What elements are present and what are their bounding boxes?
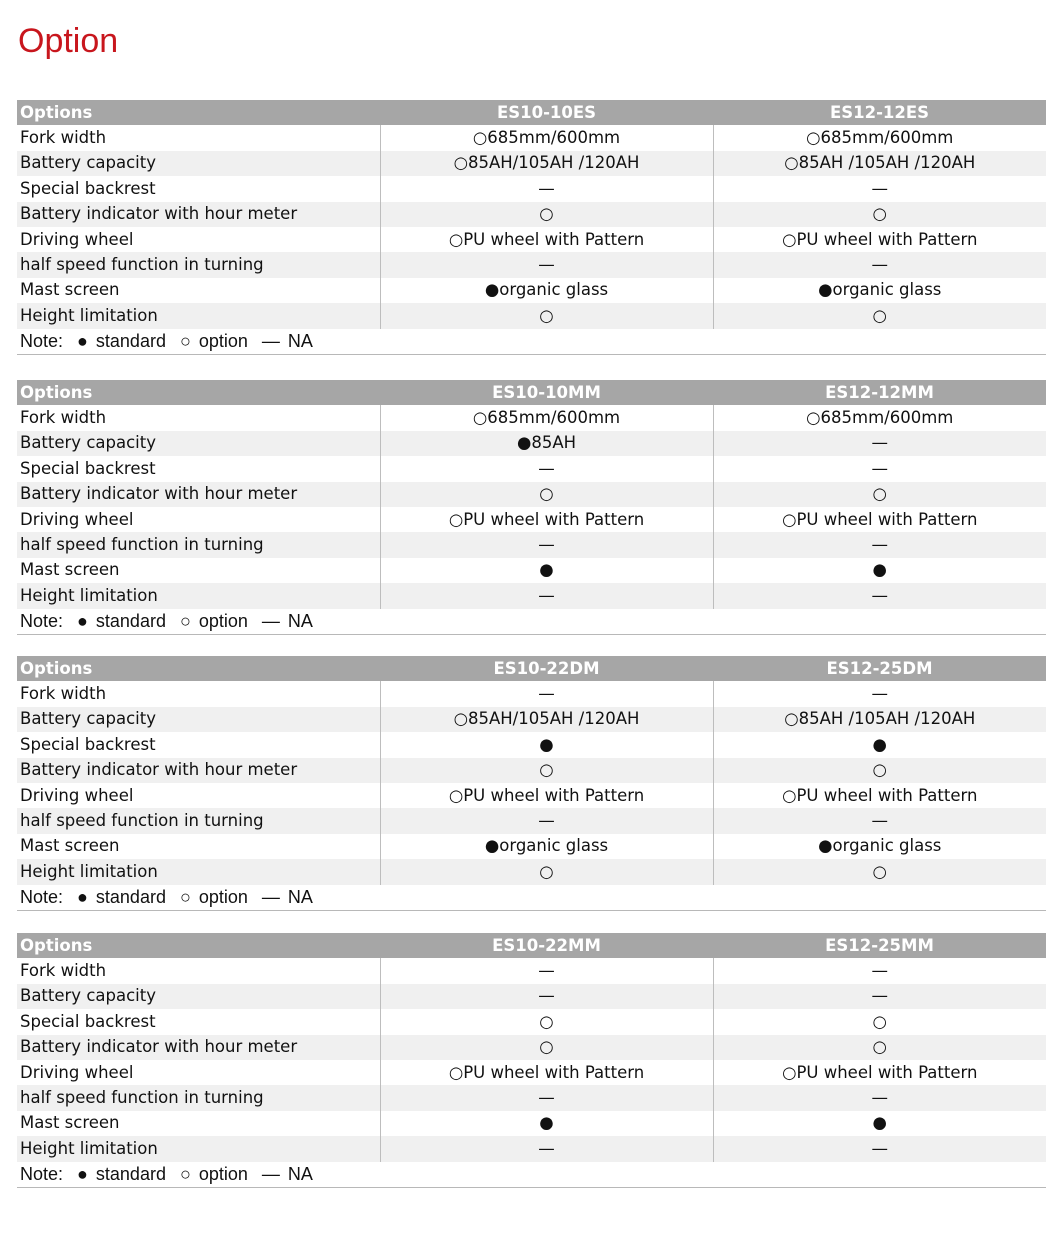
option-value: —: [380, 176, 713, 201]
option-value: —: [713, 1085, 1046, 1110]
option-label: Fork width: [20, 128, 107, 148]
legend-na-label: NA: [287, 1164, 313, 1185]
option-value: —: [380, 958, 713, 983]
note-prefix: Note:: [20, 611, 64, 632]
option-value: ○85AH /105AH /120AH: [713, 707, 1046, 732]
table-row: [17, 1060, 1046, 1085]
model-column-header: ES12-25DM: [713, 656, 1046, 681]
page-title: Option: [18, 22, 119, 60]
option-value: ○: [380, 859, 713, 884]
option-label: Height limitation: [17, 1136, 380, 1161]
option-table: [17, 933, 1046, 1188]
option-label: Battery indicator with hour meter: [17, 1035, 380, 1060]
table-header-row: [17, 100, 1046, 125]
legend-na-label: NA: [287, 887, 313, 908]
option-value: —: [380, 808, 713, 833]
legend-na-symbol: —: [261, 331, 280, 352]
option-label: Height limitation: [17, 303, 380, 328]
option-value: ○685mm/600mm: [380, 405, 713, 430]
option-label: Driving wheel: [20, 785, 134, 805]
option-label: Height limitation: [17, 859, 380, 884]
option-value: ○: [380, 758, 713, 783]
legend-na-label: NA: [287, 611, 313, 632]
table-row: [17, 984, 1046, 1009]
option-label: Driving wheel: [20, 229, 134, 249]
option-label: Battery indicator with hour meter: [17, 482, 380, 507]
option-value: ○PU wheel with Pattern: [380, 1060, 713, 1085]
legend-standard-label: standard: [95, 611, 166, 632]
option-value: —: [380, 1085, 713, 1110]
table-row: [17, 1136, 1046, 1161]
option-value: ○: [380, 1035, 713, 1060]
legend-na-symbol: —: [261, 887, 280, 908]
option-value: ○685mm/600mm: [713, 125, 1046, 150]
options-column-header: Options: [17, 656, 380, 681]
option-value: ○PU wheel with Pattern: [713, 227, 1046, 252]
option-value: ○: [713, 303, 1046, 328]
option-label: Battery capacity: [17, 984, 380, 1009]
legend-option-symbol: ○: [179, 611, 191, 632]
option-label: Battery capacity: [17, 431, 380, 456]
table-row: [17, 808, 1046, 833]
option-value: ○85AH/105AH /120AH: [380, 151, 713, 176]
legend-standard-symbol: ●: [77, 1164, 88, 1185]
option-value: ●: [713, 732, 1046, 757]
option-value: ○: [713, 1009, 1046, 1034]
note-prefix: Note:: [20, 1164, 64, 1185]
legend-standard-label: standard: [95, 331, 166, 352]
legend-note: [17, 1162, 1046, 1188]
option-value: ○PU wheel with Pattern: [713, 1060, 1046, 1085]
option-value: ○: [713, 758, 1046, 783]
option-value: —: [380, 532, 713, 557]
option-label: Battery indicator with hour meter: [17, 758, 380, 783]
legend-option-symbol: ○: [179, 1164, 191, 1185]
option-value: ●organic glass: [380, 834, 713, 859]
option-value: ○: [713, 482, 1046, 507]
table-row: [17, 758, 1046, 783]
option-value: —: [380, 252, 713, 277]
option-value: ○85AH /105AH /120AH: [713, 151, 1046, 176]
option-value: ●85AH: [380, 431, 713, 456]
option-value: ●organic glass: [713, 278, 1046, 303]
table-row: [17, 151, 1046, 176]
option-value: ●: [380, 558, 713, 583]
option-value: —: [713, 958, 1046, 983]
table-row: [17, 405, 1046, 430]
model-column-header: ES12-25MM: [713, 933, 1046, 958]
table-row: [17, 507, 1046, 532]
table-header-row: [17, 656, 1046, 681]
model-column-header: ES10-10MM: [380, 380, 713, 405]
option-value: ○: [380, 482, 713, 507]
note-prefix: Note:: [20, 331, 64, 352]
option-value: ○685mm/600mm: [713, 405, 1046, 430]
option-label: Driving wheel: [20, 509, 134, 529]
table-row: [17, 202, 1046, 227]
option-label: half speed function in turning: [17, 808, 380, 833]
option-value: ○PU wheel with Pattern: [713, 783, 1046, 808]
option-label: Fork width: [20, 408, 107, 428]
option-value: —: [713, 532, 1046, 557]
model-column-header: ES10-10ES: [380, 100, 713, 125]
option-label: Battery capacity: [17, 707, 380, 732]
option-value: —: [380, 583, 713, 608]
option-label: half speed function in turning: [17, 252, 380, 277]
legend-note: [17, 329, 1046, 355]
table-row: [17, 1111, 1046, 1136]
table-row: [17, 252, 1046, 277]
option-value: ○: [713, 202, 1046, 227]
table-row: [17, 456, 1046, 481]
table-row: [17, 1085, 1046, 1110]
option-value: ●organic glass: [713, 834, 1046, 859]
model-column-header: ES10-22MM: [380, 933, 713, 958]
table-row: [17, 1035, 1046, 1060]
table-row: [17, 532, 1046, 557]
option-value: ●organic glass: [380, 278, 713, 303]
note-prefix: Note:: [20, 887, 64, 908]
option-value: —: [713, 456, 1046, 481]
table-row: [17, 1009, 1046, 1034]
table-row: [17, 707, 1046, 732]
table-header-row: [17, 380, 1046, 405]
table-row: [17, 958, 1046, 983]
legend-standard-symbol: ●: [77, 611, 88, 632]
legend-na-symbol: —: [261, 1164, 280, 1185]
option-value: —: [713, 176, 1046, 201]
option-value: ○: [713, 1035, 1046, 1060]
option-label: Mast screen: [20, 280, 120, 300]
option-value: —: [713, 808, 1046, 833]
option-value: —: [713, 431, 1046, 456]
option-table: [17, 656, 1046, 911]
table-row: [17, 278, 1046, 303]
option-label: Battery capacity: [17, 151, 380, 176]
legend-option-label: option: [198, 887, 248, 908]
option-label: Height limitation: [17, 583, 380, 608]
option-value: —: [713, 681, 1046, 706]
option-value: ○PU wheel with Pattern: [380, 227, 713, 252]
table-row: [17, 431, 1046, 456]
option-label: Special backrest: [20, 458, 156, 478]
option-label: Mast screen: [20, 1113, 120, 1133]
option-value: ○685mm/600mm: [380, 125, 713, 150]
option-label: Mast screen: [20, 560, 120, 580]
table-row: [17, 125, 1046, 150]
option-label: Driving wheel: [20, 1062, 134, 1082]
model-column-header: ES12-12ES: [713, 100, 1046, 125]
legend-standard-symbol: ●: [77, 331, 88, 352]
legend-option-symbol: ○: [179, 887, 191, 908]
option-value: ●: [713, 558, 1046, 583]
legend-standard-symbol: ●: [77, 887, 88, 908]
table-row: [17, 583, 1046, 608]
option-label: Mast screen: [20, 836, 120, 856]
option-value: ●: [380, 732, 713, 757]
model-column-header: ES12-12MM: [713, 380, 1046, 405]
table-row: [17, 227, 1046, 252]
options-column-header: Options: [17, 380, 380, 405]
option-label: Special backrest: [20, 1011, 156, 1031]
option-value: —: [380, 681, 713, 706]
option-label: Special backrest: [20, 178, 156, 198]
option-value: ●: [380, 1111, 713, 1136]
table-row: [17, 482, 1046, 507]
option-value: —: [380, 1136, 713, 1161]
table-row: [17, 834, 1046, 859]
legend-option-label: option: [198, 1164, 248, 1185]
options-column-header: Options: [17, 933, 380, 958]
option-value: ○: [713, 859, 1046, 884]
option-label: Fork width: [20, 684, 107, 704]
option-value: ●: [713, 1111, 1046, 1136]
option-value: —: [713, 984, 1046, 1009]
option-value: —: [380, 456, 713, 481]
legend-option-symbol: ○: [179, 331, 191, 352]
table-row: [17, 176, 1046, 201]
option-table: [17, 380, 1046, 635]
legend-option-label: option: [198, 331, 248, 352]
table-row: [17, 783, 1046, 808]
option-label: Battery indicator with hour meter: [17, 202, 380, 227]
model-column-header: ES10-22DM: [380, 656, 713, 681]
table-row: [17, 859, 1046, 884]
option-value: —: [713, 252, 1046, 277]
option-value: ○: [380, 202, 713, 227]
legend-na-label: NA: [287, 331, 313, 352]
legend-note: [17, 609, 1046, 635]
option-value: —: [713, 583, 1046, 608]
option-value: ○PU wheel with Pattern: [380, 507, 713, 532]
option-value: ○: [380, 1009, 713, 1034]
option-value: ○PU wheel with Pattern: [713, 507, 1046, 532]
legend-standard-label: standard: [95, 1164, 166, 1185]
table-header-row: [17, 933, 1046, 958]
table-row: [17, 732, 1046, 757]
legend-option-label: option: [198, 611, 248, 632]
table-row: [17, 681, 1046, 706]
option-value: —: [713, 1136, 1046, 1161]
legend-standard-label: standard: [95, 887, 166, 908]
option-label: half speed function in turning: [17, 532, 380, 557]
legend-note: [17, 885, 1046, 911]
option-table: [17, 100, 1046, 355]
options-column-header: Options: [17, 100, 380, 125]
option-label: Special backrest: [20, 734, 156, 754]
option-value: ○PU wheel with Pattern: [380, 783, 713, 808]
option-value: ○85AH/105AH /120AH: [380, 707, 713, 732]
option-value: ○: [380, 303, 713, 328]
option-label: half speed function in turning: [17, 1085, 380, 1110]
legend-na-symbol: —: [261, 611, 280, 632]
option-value: —: [380, 984, 713, 1009]
option-label: Fork width: [20, 961, 107, 981]
table-row: [17, 303, 1046, 328]
table-row: [17, 558, 1046, 583]
